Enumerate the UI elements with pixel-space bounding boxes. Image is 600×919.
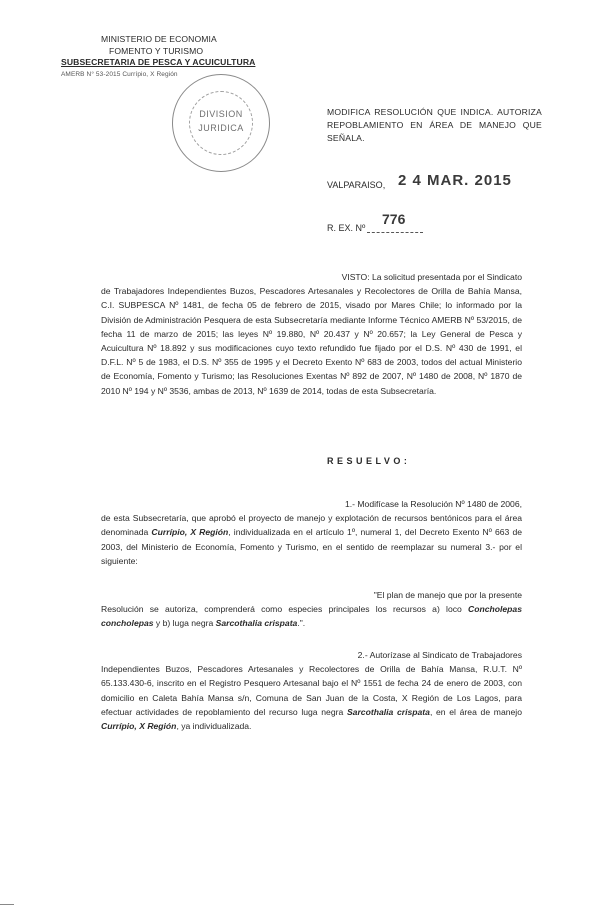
quote-text-b: y b) luga negra [153,618,216,629]
item1-lead: 1.- Modifícase la Resolución Nº 1480 de 2006, [344,499,522,509]
quote-body [101,602,522,630]
resolution-item-2 [101,648,522,733]
visto-section [101,270,522,398]
species-sarcothalia: Sarcothalia crispata [215,618,298,629]
quote-lead: "El plan de manejo que por la presente [373,590,522,600]
item2-lead: 2.- Autorízase al Sindicato de Trabajadores [357,650,522,660]
item1-body [101,511,522,568]
rex-number: 776 [382,211,406,227]
item2-text-a: Independientes Buzos, Pescadores Artesanales y Recolectores de Orilla de Bahía Mansa, R.U.T. Nº 65.133.430-6, inscrito en el Registro Pesquero Artesanal bajo el Nº 1551 de fecha 24 de enero de 2003, con domicilio en Caleta Bahía Mansa s/n, Comuna de San Juan de la Costa, X Región de Los Lagos, para efectuar actividades de repoblamiento del recurso luga negra [101,664,522,717]
page-corner-mark [0,904,14,919]
rex-number-line [367,232,423,233]
item2-text-c: , ya individualizada. [176,721,252,732]
visto-body: de Trabajadores Independientes Buzos, Pescadores Artesanales y Recolectores de Orilla de Bahía Mansa, C.I. SUBPESCA Nº 1481, de fecha 05 de febrero de 2015, visado por Mares Chile; lo informado por la División de Administración Pesquera de esta Subsecretaría mediante Informe Técnico AMERB Nº 53/2015, de fecha 11 de marzo de 2015; las leyes Nº 19.880, Nº 20.437 y Nº 20.657; la Ley General de Pesca y Acuicultura Nº 18.892 y sus modificaciones cuyo texto refundido fue fijado por el D.S. Nº 430 de 1991, el D.F.L. Nº 5 de 1983, el D.S. Nº 355 de 1995 y el Decreto Exento Nº 683 de 2003, todos del actual Ministerio de Economía, Fomento y Turismo; las Resoluciones Exentas Nº 892 de 2007, Nº 1480 de 2008, Nº 1870 de 2010 Nº 194 y Nº 3536, ambas de 2013, Nº 1639 de 2014, todas de esta Subsecretaría. [101,286,522,396]
ministry-line-2: FOMENTO Y TURISMO [109,45,204,56]
item1-text-a: de esta Subsecretaría, que aprobó el proyecto de manejo y explotación de recursos bentónicos para el área denominada [101,513,522,538]
subsecretaria-line: SUBSECRETARIA DE PESCA Y ACUICULTURA [61,57,256,67]
item2-body [101,662,522,733]
document-title: MODIFICA RESOLUCIÓN QUE INDICA. AUTORIZA REPOBLAMIENTO EN ÁREA DE MANEJO QUE SEÑALA. [327,107,542,143]
resolution-item-1 [101,497,522,568]
stamp-text-1: DIVISION [199,109,243,119]
rex-label: R. EX. Nº [327,223,366,233]
item1-text-b: , individualizada en el artículo 1º, numeral 1, del Decreto Exento Nº 663 de 2003, del Ministerio de Economía, Fomento y Turismo, en el sentido de reemplazar su numeral 3.- por el siguiente: [101,527,523,566]
place-label: VALPARAISO, [327,180,386,190]
item2-area-name: Currípio, X Región [101,721,177,732]
stamp-text-2: JURIDICA [198,123,244,133]
species-sarcothalia-2: Sarcothalia crispata [346,706,430,717]
amended-text-quote [101,588,522,631]
quote-text-c: .". [297,618,306,629]
date-stamp: 2 4 MAR. 2015 [398,172,512,189]
item2-text-b: , en el área de manejo [429,706,522,717]
ministry-line: MINISTERIO DE ECONOMIA [101,34,217,44]
visto-lead: VISTO: La solicitud presentada por el Sindicato [341,272,522,282]
species-concholepas: Concholepas concholepas [101,604,522,629]
division-juridica-stamp [172,74,270,172]
item1-area-name: Currípio, X Región [151,527,229,538]
quote-text-a: Resolución se autoriza, comprenderá como especies principales los recursos a) loco [101,604,469,615]
amerb-reference: AMERB N° 53-2015 Currípio, X Región [61,70,178,78]
letterhead [61,34,301,80]
resuelvo-heading: RESUELVO: [327,456,411,466]
